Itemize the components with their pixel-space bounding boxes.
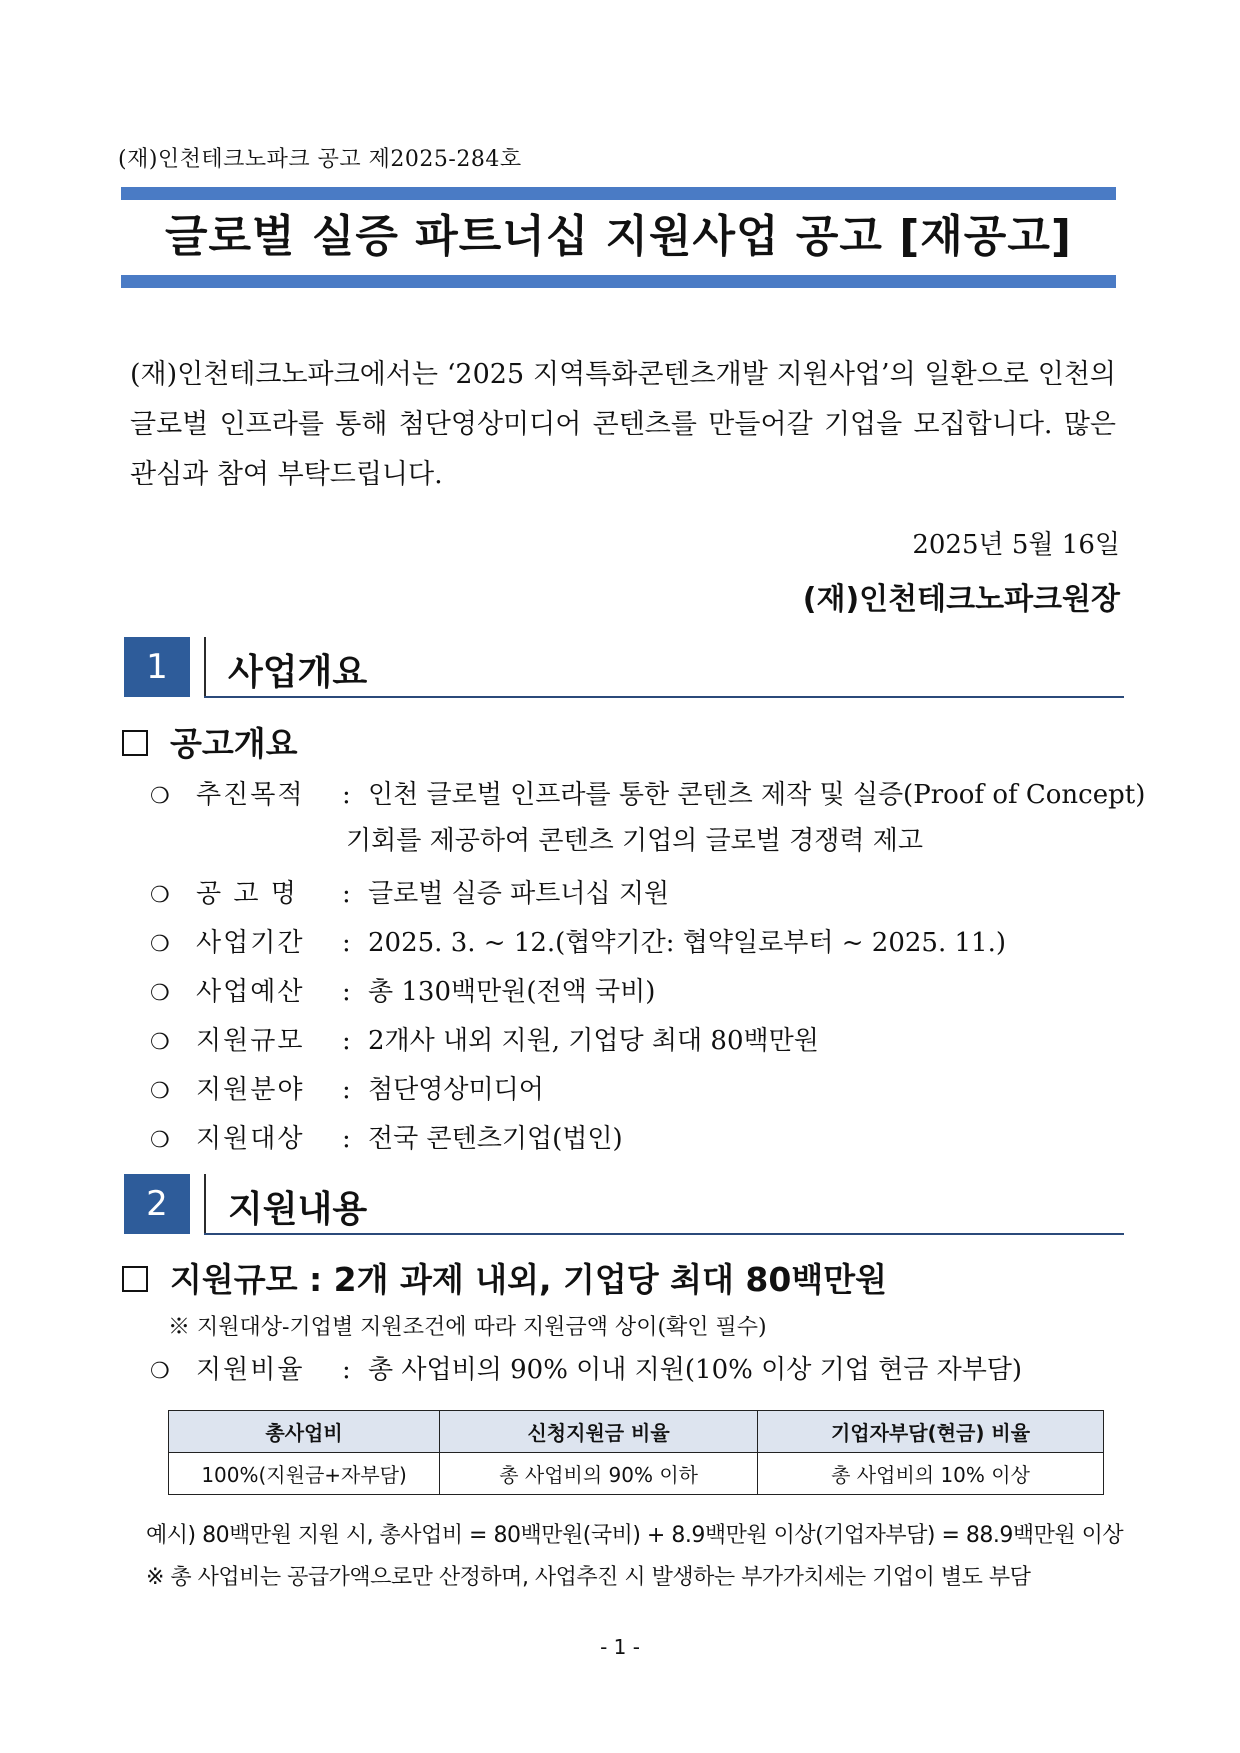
section1-underline xyxy=(204,696,1124,698)
circle-bullet-icon: ❍ xyxy=(150,784,170,809)
item-value: 글로벌 실증 파트너십 지원 xyxy=(368,879,670,909)
section1-subtitle: 공고개요 xyxy=(122,718,298,765)
item-label: 추진목적 xyxy=(196,780,305,810)
section2-divider xyxy=(204,1174,206,1234)
circle-bullet-icon: ❍ xyxy=(150,1359,170,1384)
table-header-cell: 총사업비 xyxy=(169,1411,440,1453)
item-label: 공 고 명 xyxy=(196,879,298,909)
circle-bullet-icon: ❍ xyxy=(150,1128,170,1153)
table-cell: 총 사업비의 10% 이상 xyxy=(758,1453,1104,1495)
circle-bullet-icon: ❍ xyxy=(150,932,170,957)
circle-bullet-icon: ❍ xyxy=(150,1030,170,1055)
vat-note: ※ 총 사업비는 공급가액으로만 산정하며, 사업추진 시 발생하는 부가가치세는 기업이 별도 부담 xyxy=(146,1565,1031,1590)
table-row xyxy=(169,1453,1104,1495)
table-header-cell: 신청지원금 비율 xyxy=(440,1411,758,1453)
list-item-period: ❍ 사업기간 : 2025. 3. ~ 12.(협약기간: 협약일로부터 ~ 2025. 11.) xyxy=(150,918,1006,968)
item-label: 지원분야 xyxy=(196,1075,305,1105)
document-title: 글로벌 실증 파트너십 지원사업 공고 [재공고] xyxy=(165,211,1072,262)
item-label: 사업예산 xyxy=(196,977,305,1007)
list-item-scale: ❍ 지원규모 : 2개사 내외 지원, 기업당 최대 80백만원 xyxy=(150,1016,819,1066)
support-note: ※ 지원대상-기업별 지원조건에 따라 지원금액 상이(확인 필수) xyxy=(168,1315,767,1340)
item-value-continued: 기회를 제공하여 콘텐츠 기업의 글로벌 경쟁력 제고 xyxy=(346,826,924,856)
checkbox-icon xyxy=(122,1266,148,1292)
checkbox-icon xyxy=(122,730,148,756)
item-label: 지원규모 xyxy=(196,1026,305,1056)
table-header-cell: 기업자부담(현금) 비율 xyxy=(758,1411,1104,1453)
list-item-field: ❍ 지원분야 : 첨단영상미디어 xyxy=(150,1065,544,1115)
notice-date: 2025년 5월 16일 xyxy=(912,530,1120,560)
title-bottom-bar xyxy=(121,275,1116,288)
item-label: 사업기간 xyxy=(196,928,305,958)
item-value: 2025. 3. ~ 12.(협약기간: 협약일로부터 ~ 2025. 11.) xyxy=(368,928,1006,958)
ratio-table xyxy=(168,1410,1104,1495)
section2-title: 지원내용 xyxy=(228,1189,368,1230)
section2-subtitle: 지원규모 : 2개 과제 내외, 기업당 최대 80백만원 xyxy=(122,1254,887,1301)
intro-paragraph: (재)인천테크노파크에서는 ‘2025 지역특화콘텐츠개발 지원사업’의 일환으로 인천의 글로벌 인프라를 통해 첨단영상미디어 콘텐츠를 만들어갈 기업을 모집합니다. 많은 관심과 참여 부탁드립니다. xyxy=(130,359,1116,490)
list-item-budget: ❍ 사업예산 : 총 130백만원(전액 국비) xyxy=(150,967,655,1017)
example-text: 예시) 80백만원 지원 시, 총사업비 = 80백만원(국비) + 8.9백만원 이상(기업자부담) = 88.9백만원 이상 xyxy=(146,1523,1124,1548)
item-value: 총 사업비의 90% 이내 지원(10% 이상 기업 현금 자부담) xyxy=(368,1355,1023,1385)
page-number: - 1 - xyxy=(600,1635,640,1659)
list-item-name: ❍ 공 고 명 : 글로벌 실증 파트너십 지원 xyxy=(150,869,669,919)
table-cell: 100%(지원금+자부담) xyxy=(169,1453,440,1495)
item-value: 인천 글로벌 인프라를 통한 콘텐츠 제작 및 실증(Proof of Concept) xyxy=(368,780,1146,810)
circle-bullet-icon: ❍ xyxy=(150,981,170,1006)
list-item-ratio: ❍ 지원비율 : 총 사업비의 90% 이내 지원(10% 이상 기업 현금 자부담) xyxy=(150,1345,1022,1395)
item-value: 전국 콘텐츠기업(법인) xyxy=(368,1124,623,1154)
list-item-purpose: ❍ 추진목적 : 인천 글로벌 인프라를 통한 콘텐츠 제작 및 실증(Proof of Concept) xyxy=(150,770,1145,820)
notice-number: (재)인천테크노파크 공고 제2025-284호 xyxy=(118,147,522,172)
item-label: 지원대상 xyxy=(196,1124,305,1154)
title-top-bar xyxy=(121,187,1116,200)
item-value: 2개사 내외 지원, 기업당 최대 80백만원 xyxy=(368,1026,819,1056)
section2-number: 2 xyxy=(124,1174,190,1234)
circle-bullet-icon: ❍ xyxy=(150,1079,170,1104)
item-value: 총 130백만원(전액 국비) xyxy=(368,977,656,1007)
section2-underline xyxy=(204,1233,1124,1235)
table-cell: 총 사업비의 90% 이하 xyxy=(440,1453,758,1495)
section1-number: 1 xyxy=(124,637,190,697)
section1-divider xyxy=(204,637,206,697)
section1-title: 사업개요 xyxy=(228,652,368,693)
list-item-target: ❍ 지원대상 : 전국 콘텐츠기업(법인) xyxy=(150,1114,623,1164)
table-header-row xyxy=(169,1411,1104,1453)
item-value: 첨단영상미디어 xyxy=(368,1075,544,1105)
item-label: 지원비율 xyxy=(196,1355,305,1385)
issuing-organization: (재)인천테크노파크원장 xyxy=(802,582,1120,617)
circle-bullet-icon: ❍ xyxy=(150,883,170,908)
